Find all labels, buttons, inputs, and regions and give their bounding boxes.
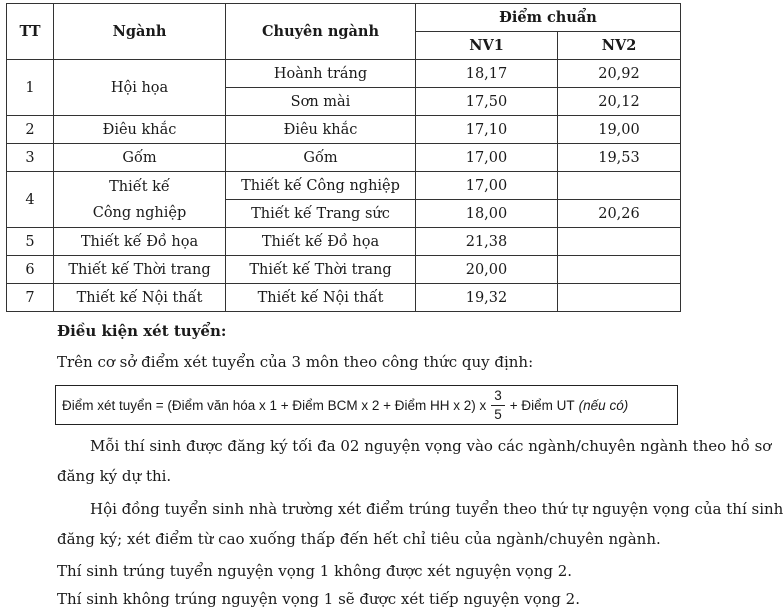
cell-nv1: 17,00 [416,172,558,200]
cell-nganh: Điêu khắc [54,116,226,144]
cell-nv2 [558,284,681,312]
table-row [7,144,681,172]
header-nv2: NV2 [558,32,681,60]
paragraph-2-line-2: đăng ký; xét điểm từ cao xuống thấp đến hết chỉ tiêu của ngành/chuyên ngành. [57,530,661,548]
cell-chuyen-nganh: Thiết kế Trang sức [226,200,416,228]
header-diem-chuan: Điểm chuẩn [416,4,681,32]
cell-nganh: Hội họa [54,60,226,116]
cell-chuyen-nganh: Gốm [226,144,416,172]
cell-nganh-line1: Thiết kế [109,178,170,195]
cell-nv2 [558,172,681,200]
admission-score-table [6,3,681,312]
cell-tt: 3 [7,144,54,172]
cell-nv2: 19,53 [558,144,681,172]
header-nganh: Ngành [54,4,226,60]
cell-tt: 4 [7,172,54,228]
header-chuyen-nganh: Chuyên ngành [226,4,416,60]
cell-nganh: Gốm [54,144,226,172]
formula-right: + Điểm UT [509,397,575,413]
paragraph-1-line-1: Mỗi thí sinh được đăng ký tối đa 02 nguyện vọng vào các ngành/chuyên ngành theo hồ sơ [90,437,772,455]
conditions-title: Điều kiện xét tuyển: [57,322,227,340]
cell-nv1: 17,10 [416,116,558,144]
header-tt: TT [7,4,54,60]
table-row [7,256,681,284]
cell-nv1: 18,17 [416,60,558,88]
paragraph-3: Thí sinh trúng tuyển nguyện vọng 1 không được xét nguyện vọng 2. [57,562,573,580]
formula-left: Điểm xét tuyển = (Điểm văn hóa x 1 + Điểm BCM x 2 + Điểm HH x 2) x [62,397,487,413]
paragraph-2-line-1: Hội đồng tuyển sinh nhà trường xét điểm trúng tuyển theo thứ tự nguyện vọng của thí sinh [90,500,783,518]
cell-chuyen-nganh: Hoành tráng [226,60,416,88]
cell-tt: 1 [7,60,54,116]
cell-chuyen-nganh: Thiết kế Công nghiệp [226,172,416,200]
cell-nv1: 21,38 [416,228,558,256]
table-row [7,228,681,256]
fraction-denominator: 5 [494,406,502,422]
cell-tt: 2 [7,116,54,144]
cell-nv1: 19,32 [416,284,558,312]
header-nv1: NV1 [416,32,558,60]
cell-nganh: Thiết kế Nội thất [54,284,226,312]
table-row [7,60,681,88]
cell-nganh-line2: Công nghiệp [92,204,187,221]
cell-chuyen-nganh: Điêu khắc [226,116,416,144]
cell-tt: 7 [7,284,54,312]
cell-chuyen-nganh: Sơn mài [226,88,416,116]
conditions-intro: Trên cơ sở điểm xét tuyển của 3 môn theo công thức quy định: [57,353,534,371]
cell-nganh: Thiết kế Đồ họa [54,228,226,256]
cell-nv2: 19,00 [558,116,681,144]
cell-nv2: 20,12 [558,88,681,116]
cell-nv2: 20,92 [558,60,681,88]
table-row [7,116,681,144]
formula-box [55,385,678,425]
table-row [7,172,681,200]
cell-chuyen-nganh: Thiết kế Nội thất [226,284,416,312]
table-row [7,284,681,312]
cell-tt: 5 [7,228,54,256]
cell-nganh: Thiết kế Thời trang [54,256,226,284]
formula-note: (nếu có) [578,397,629,413]
cell-nv2 [558,228,681,256]
cell-chuyen-nganh: Thiết kế Đồ họa [226,228,416,256]
cell-nganh [54,172,226,228]
cell-tt: 6 [7,256,54,284]
paragraph-1-line-2: đăng ký dự thi. [57,467,172,485]
cell-nv2 [558,256,681,284]
cell-nv1: 17,00 [416,144,558,172]
cell-nv1: 18,00 [416,200,558,228]
cell-chuyen-nganh: Thiết kế Thời trang [226,256,416,284]
cell-nv1: 17,50 [416,88,558,116]
formula-fraction [491,389,505,421]
cell-nv2: 20,26 [558,200,681,228]
fraction-numerator: 3 [491,389,505,406]
cell-nv1: 20,00 [416,256,558,284]
paragraph-4: Thí sinh không trúng nguyện vọng 1 sẽ được xét tiếp nguyện vọng 2. [57,590,580,608]
